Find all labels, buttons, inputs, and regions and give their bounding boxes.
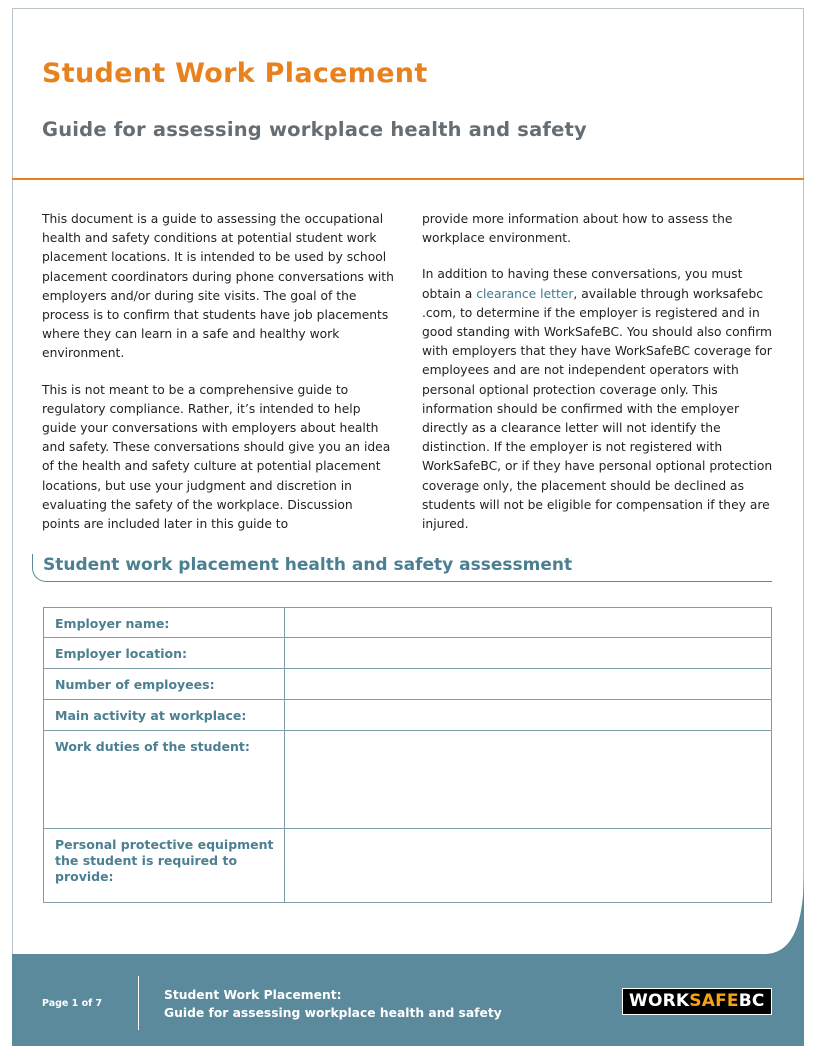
document-title: Student Work Placement <box>42 58 428 89</box>
field-label-ppe: Personal protective equipment the student is required to provide: <box>44 829 285 903</box>
logo-word-work: WORK <box>629 991 690 1011</box>
form-row <box>44 608 772 638</box>
footer-title-line: Student Work Placement: <box>164 988 342 1002</box>
form-row <box>44 731 772 829</box>
intro-paragraph: This is not meant to be a comprehensive guide to regulatory compliance. Rather, it’s intended to help guide your conversations with employers about health and safety. These conversations should give you an idea of the health and safety culture at potential placement locations, but use your judgment and discretion in evaluating the safety of the workplace. Discussion points are included later in this guide to <box>42 382 391 532</box>
assessment-section-heading <box>32 554 772 582</box>
field-label-work-duties: Work duties of the student: <box>44 731 285 829</box>
logo-word-safe: SAFE <box>689 991 739 1011</box>
worksafebc-logo <box>622 988 772 1015</box>
page-footer <box>12 870 804 1046</box>
work-duties-field[interactable] <box>285 731 772 829</box>
section-heading-text: Student work placement health and safety assessment <box>43 555 573 575</box>
footer-title-line: Guide for assessing workplace health and safety <box>164 1006 502 1020</box>
form-row <box>44 669 772 700</box>
intro-paragraph <box>422 265 774 534</box>
intro-paragraph: This document is a guide to assessing the occupational health and safety conditions at potential student work placement locations. It is intended to be used by school placement coordinators during phone conversations with employers and/or during site visits. The goal of the process is to confirm that students have job placements where they can learn in a safe and healthy work environment. <box>42 212 394 361</box>
clearance-letter-link[interactable]: clearance letter <box>476 286 574 301</box>
footer-title <box>164 986 502 1022</box>
main-activity-field[interactable] <box>285 700 772 731</box>
assessment-form <box>43 607 772 903</box>
form-row <box>44 700 772 731</box>
employer-location-field[interactable] <box>285 638 772 669</box>
field-label-main-activity: Main activity at workplace: <box>44 700 285 731</box>
paragraph-text: In addition to having these conversations, you must obtain a <box>422 267 743 301</box>
intro-left-column <box>42 210 394 551</box>
field-label-employer-location: Employer location: <box>44 638 285 669</box>
logo-word-bc: BC <box>738 991 765 1011</box>
field-label-number-of-employees: Number of employees: <box>44 669 285 700</box>
number-of-employees-field[interactable] <box>285 669 772 700</box>
header-divider <box>12 178 804 180</box>
paragraph-text: , available through worksafebc .com, to determine if the employer is registered and in good standing with WorkSafeBC. You should also confirm with employers that they have WorkSafeBC coverage for employees and are not independent operators with personal optional protection coverage only. This information should be confirmed with the employer directly as a clearance letter will not identify the distinction. If the employer is not registered with WorkSafeBC, or if they have personal optional protection coverage only, the placement should be declined as students will not be eligible for compensation if they are injured. <box>422 286 773 532</box>
intro-right-column <box>422 210 774 551</box>
footer-divider <box>138 976 139 1030</box>
form-row <box>44 638 772 669</box>
employer-name-field[interactable] <box>285 608 772 638</box>
intro-paragraph: provide more information about how to assess the workplace environment. <box>422 212 733 246</box>
page-number: Page 1 of 7 <box>42 998 103 1009</box>
document-subtitle: Guide for assessing workplace health and safety <box>42 118 587 141</box>
field-label-employer-name: Employer name: <box>44 608 285 638</box>
